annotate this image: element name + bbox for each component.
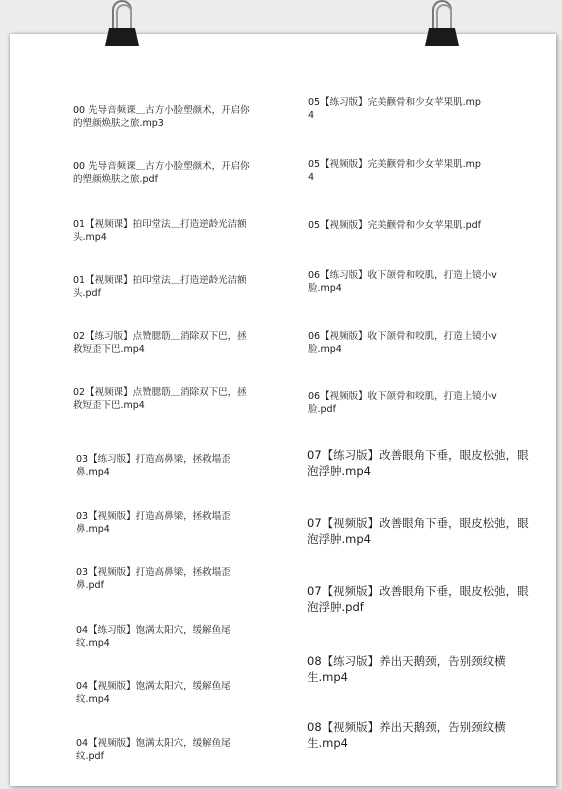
file-item[interactable]: 02【视频课】点赞腮筋＿消除双下巴，拯救短歪下巴.mp4 [73,387,247,411]
file-item[interactable]: 05【练习版】完美颧骨和少女苹果肌.mp4 [308,97,481,121]
file-item[interactable]: 03【视频版】打造高鼻梁，拯救塌歪鼻.mp4 [76,511,231,535]
file-item[interactable]: 04【练习版】饱满太阳穴，缓解鱼尾纹.mp4 [76,625,231,649]
file-item[interactable]: 06【视频版】收下颌骨和咬肌，打造上镜小v脸.mp4 [308,331,497,355]
file-item[interactable]: 05【视频版】完美颧骨和少女苹果肌.pdf [308,220,482,231]
file-item[interactable]: 08【视频版】养出天鹅颈，告别颈纹横生.mp4 [307,720,506,750]
file-item[interactable]: 05【视频版】完美颧骨和少女苹果肌.mp4 [308,159,481,183]
file-item[interactable]: 07【练习版】改善眼角下垂，眼皮松弛，眼泡浮肿.mp4 [307,448,529,478]
file-item[interactable]: 06【练习版】收下颌骨和咬肌，打造上镜小v脸.mp4 [308,270,497,294]
file-item[interactable]: 07【视频版】改善眼角下垂，眼皮松弛，眼泡浮肿.pdf [307,584,529,614]
file-item[interactable]: 08【练习版】养出天鹅颈，告别颈纹横生.mp4 [307,654,506,684]
file-item[interactable]: 03【练习版】打造高鼻梁，拯救塌歪鼻.mp4 [76,454,231,478]
file-item[interactable]: 04【视频版】饱满太阳穴，缓解鱼尾纹.pdf [76,738,231,762]
binder-clip-icon [425,0,459,52]
file-item[interactable]: 01【视频课】拍印堂法＿打造逆龄光洁额头.pdf [73,275,247,299]
binder-clip-icon [105,0,139,52]
file-item[interactable]: 07【视频版】改善眼角下垂，眼皮松弛，眼泡浮肿.mp4 [307,516,529,546]
file-item[interactable]: 01【视频课】拍印堂法＿打造逆龄光洁额头.mp4 [73,219,247,243]
file-item[interactable]: 02【练习版】点赞腮筋＿消除双下巴，拯救短歪下巴.mp4 [73,331,247,355]
file-item[interactable]: 03【视频版】打造高鼻梁，拯救塌歪鼻.pdf [76,567,231,591]
file-item[interactable]: 06【视频版】收下颌骨和咬肌，打造上镜小v脸.pdf [308,391,497,415]
file-item[interactable]: 04【视频版】饱满太阳穴，缓解鱼尾纹.mp4 [76,681,231,705]
paper-sheet [10,34,556,786]
file-item[interactable]: 00 先导音频课＿古方小脸塑颜术，开启你的塑颜焕肤之旅.mp3 [73,105,250,129]
file-item[interactable]: 00 先导音频课＿古方小脸塑颜术，开启你的塑颜焕肤之旅.pdf [73,161,250,185]
